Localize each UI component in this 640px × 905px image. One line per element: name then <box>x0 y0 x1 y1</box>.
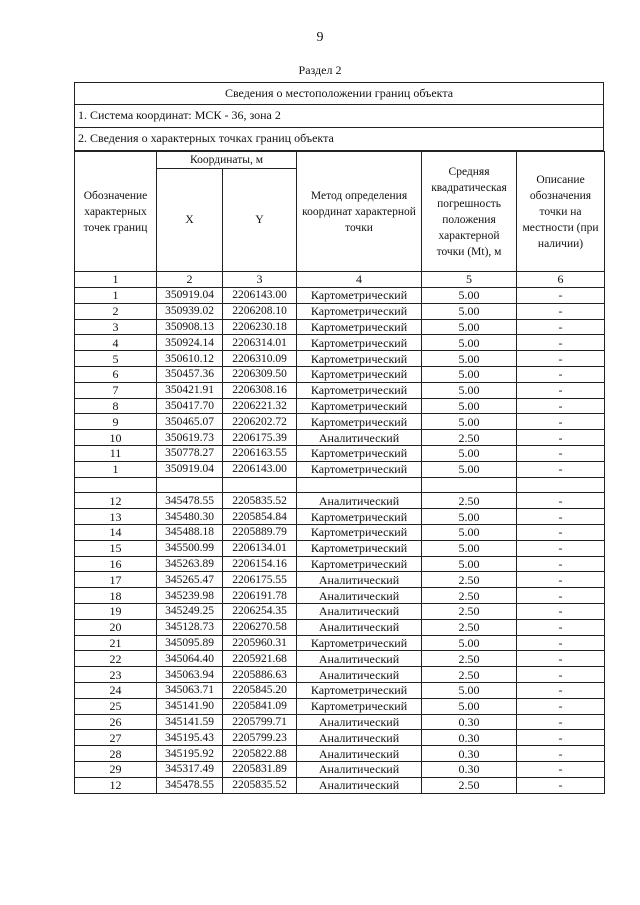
error-cell: 2.50 <box>422 603 517 619</box>
table-row <box>75 540 605 556</box>
point-id-cell: 15 <box>75 540 157 556</box>
points-info: 2. Сведения о характерных точках границ объекта <box>74 128 604 151</box>
y-cell: 2206191.78 <box>223 588 297 604</box>
y-cell: 2205854.84 <box>223 509 297 525</box>
column-number: 2 <box>157 272 223 288</box>
y-cell: 2205841.09 <box>223 698 297 714</box>
error-cell: 2.50 <box>422 493 517 509</box>
y-cell: 2206175.39 <box>223 430 297 446</box>
method-cell: Аналитический <box>297 572 422 588</box>
x-cell: 345195.92 <box>157 746 223 762</box>
y-cell: 2206308.16 <box>223 382 297 398</box>
y-cell: 2206309.50 <box>223 366 297 382</box>
table-row <box>75 477 605 493</box>
y-cell: 2206314.01 <box>223 335 297 351</box>
description-cell: - <box>517 619 605 635</box>
x-cell: 350457.36 <box>157 366 223 382</box>
x-cell: 350908.13 <box>157 319 223 335</box>
method-cell: Аналитический <box>297 619 422 635</box>
table-row <box>75 366 605 382</box>
x-cell: 345500.99 <box>157 540 223 556</box>
y-cell: 2206134.01 <box>223 540 297 556</box>
table-row <box>75 335 605 351</box>
table-row <box>75 603 605 619</box>
description-cell: - <box>517 635 605 651</box>
point-id-cell: 18 <box>75 588 157 604</box>
description-cell: - <box>517 588 605 604</box>
point-id-cell: 23 <box>75 667 157 683</box>
description-cell: - <box>517 288 605 304</box>
table-row <box>75 382 605 398</box>
method-cell: Картометрический <box>297 398 422 414</box>
point-id-cell: 14 <box>75 524 157 540</box>
x-cell: 345488.18 <box>157 524 223 540</box>
description-cell: - <box>517 746 605 762</box>
description-cell: - <box>517 461 605 477</box>
point-id-cell: 5 <box>75 351 157 367</box>
description-cell: - <box>517 651 605 667</box>
x-cell: 345317.49 <box>157 761 223 777</box>
description-cell: - <box>517 524 605 540</box>
column-number: 5 <box>422 272 517 288</box>
method-cell: Аналитический <box>297 430 422 446</box>
y-cell: 2206163.55 <box>223 445 297 461</box>
error-cell: 0.30 <box>422 746 517 762</box>
page-number: 9 <box>316 30 324 45</box>
error-cell: 0.30 <box>422 714 517 730</box>
x-cell: 350465.07 <box>157 414 223 430</box>
table-row <box>75 430 605 446</box>
table-row <box>75 635 605 651</box>
description-cell: - <box>517 556 605 572</box>
table-row <box>75 351 605 367</box>
y-cell: 2205845.20 <box>223 682 297 698</box>
y-cell: 2205960.31 <box>223 635 297 651</box>
x-cell: 345478.55 <box>157 493 223 509</box>
y-cell: 2205799.71 <box>223 714 297 730</box>
table-row <box>75 319 605 335</box>
method-cell: Картометрический <box>297 445 422 461</box>
x-cell: 350778.27 <box>157 445 223 461</box>
error-cell: 5.00 <box>422 366 517 382</box>
error-cell: 5.00 <box>422 303 517 319</box>
method-cell: Картометрический <box>297 351 422 367</box>
y-cell: 2206143.00 <box>223 288 297 304</box>
description-cell: - <box>517 730 605 746</box>
method-cell: Картометрический <box>297 414 422 430</box>
description-cell: - <box>517 714 605 730</box>
point-id-cell <box>75 477 157 493</box>
x-cell: 345239.98 <box>157 588 223 604</box>
point-id-cell: 8 <box>75 398 157 414</box>
point-id-cell: 3 <box>75 319 157 335</box>
point-id-cell: 20 <box>75 619 157 635</box>
point-id-cell: 22 <box>75 651 157 667</box>
y-cell: 2205886.63 <box>223 667 297 683</box>
method-cell: Картометрический <box>297 382 422 398</box>
method-cell: Аналитический <box>297 588 422 604</box>
error-cell: 2.50 <box>422 572 517 588</box>
error-cell: 0.30 <box>422 761 517 777</box>
error-cell: 2.50 <box>422 619 517 635</box>
table-row <box>75 524 605 540</box>
y-cell: 2205835.52 <box>223 493 297 509</box>
table-row <box>75 461 605 477</box>
error-cell: 0.30 <box>422 730 517 746</box>
error-cell: 2.50 <box>422 651 517 667</box>
method-cell <box>297 477 422 493</box>
point-id-cell: 4 <box>75 335 157 351</box>
error-cell: 5.00 <box>422 382 517 398</box>
error-cell: 2.50 <box>422 430 517 446</box>
table-row <box>75 761 605 777</box>
x-cell: 345095.89 <box>157 635 223 651</box>
method-cell: Картометрический <box>297 288 422 304</box>
description-cell: - <box>517 667 605 683</box>
y-cell: 2206230.18 <box>223 319 297 335</box>
boundary-points-table <box>74 151 605 794</box>
description-cell: - <box>517 303 605 319</box>
x-cell: 350924.14 <box>157 335 223 351</box>
point-id-cell: 21 <box>75 635 157 651</box>
y-cell: 2206143.00 <box>223 461 297 477</box>
description-cell: - <box>517 777 605 793</box>
y-cell: 2206175.55 <box>223 572 297 588</box>
method-cell: Аналитический <box>297 667 422 683</box>
table-row <box>75 445 605 461</box>
description-cell: - <box>517 572 605 588</box>
y-cell: 2206270.58 <box>223 619 297 635</box>
error-cell: 2.50 <box>422 588 517 604</box>
x-cell: 350919.04 <box>157 461 223 477</box>
x-cell: 345265.47 <box>157 572 223 588</box>
description-cell: - <box>517 335 605 351</box>
y-cell: 2205921.68 <box>223 651 297 667</box>
y-cell: 2206310.09 <box>223 351 297 367</box>
method-cell: Аналитический <box>297 730 422 746</box>
y-cell: 2205822.88 <box>223 746 297 762</box>
method-cell: Картометрический <box>297 461 422 477</box>
method-cell: Аналитический <box>297 746 422 762</box>
description-cell: - <box>517 382 605 398</box>
method-cell: Картометрический <box>297 366 422 382</box>
point-id-cell: 9 <box>75 414 157 430</box>
coordinate-system: 1. Система координат: МСК - 36, зона 2 <box>74 105 604 128</box>
column-number: 3 <box>223 272 297 288</box>
header-y: Y <box>223 169 297 272</box>
x-cell: 350619.73 <box>157 430 223 446</box>
y-cell: 2205831.89 <box>223 761 297 777</box>
y-cell: 2206221.32 <box>223 398 297 414</box>
y-cell: 2205799.23 <box>223 730 297 746</box>
error-cell: 5.00 <box>422 682 517 698</box>
x-cell: 345063.71 <box>157 682 223 698</box>
error-cell: 5.00 <box>422 540 517 556</box>
error-cell: 5.00 <box>422 351 517 367</box>
table-row <box>75 682 605 698</box>
point-id-cell: 29 <box>75 761 157 777</box>
point-id-cell: 27 <box>75 730 157 746</box>
x-cell: 345063.94 <box>157 667 223 683</box>
method-cell: Картометрический <box>297 303 422 319</box>
description-cell: - <box>517 351 605 367</box>
table-row <box>75 698 605 714</box>
x-cell: 345263.89 <box>157 556 223 572</box>
point-id-cell: 11 <box>75 445 157 461</box>
point-id-cell: 16 <box>75 556 157 572</box>
x-cell: 345478.55 <box>157 777 223 793</box>
table-row <box>75 714 605 730</box>
method-cell: Аналитический <box>297 761 422 777</box>
error-cell: 5.00 <box>422 556 517 572</box>
point-id-cell: 1 <box>75 461 157 477</box>
method-cell: Картометрический <box>297 556 422 572</box>
table-row <box>75 667 605 683</box>
error-cell: 5.00 <box>422 335 517 351</box>
x-cell: 345249.25 <box>157 603 223 619</box>
x-cell <box>157 477 223 493</box>
x-cell: 350421.91 <box>157 382 223 398</box>
point-id-cell: 19 <box>75 603 157 619</box>
y-cell: 2206208.10 <box>223 303 297 319</box>
table-row <box>75 493 605 509</box>
header-designation: Обозначение характерных точек границ <box>75 152 157 272</box>
y-cell: 2206202.72 <box>223 414 297 430</box>
point-id-cell: 12 <box>75 493 157 509</box>
x-cell: 345195.43 <box>157 730 223 746</box>
table-row <box>75 398 605 414</box>
description-cell: - <box>517 414 605 430</box>
table-row <box>75 556 605 572</box>
y-cell: 2206254.35 <box>223 603 297 619</box>
x-cell: 345141.59 <box>157 714 223 730</box>
table-row <box>75 588 605 604</box>
method-cell: Картометрический <box>297 509 422 525</box>
table-row <box>75 572 605 588</box>
error-cell: 5.00 <box>422 414 517 430</box>
y-cell: 2205835.52 <box>223 777 297 793</box>
description-cell: - <box>517 493 605 509</box>
point-id-cell: 17 <box>75 572 157 588</box>
column-number: 4 <box>297 272 422 288</box>
method-cell: Картометрический <box>297 335 422 351</box>
header-coordinates: Координаты, м <box>157 152 297 169</box>
header-method: Метод определения координат характерной точки <box>297 152 422 272</box>
error-cell: 5.00 <box>422 509 517 525</box>
table-row <box>75 777 605 793</box>
table-row <box>75 730 605 746</box>
description-cell: - <box>517 319 605 335</box>
column-number: 6 <box>517 272 605 288</box>
description-cell: - <box>517 698 605 714</box>
description-cell: - <box>517 398 605 414</box>
point-id-cell: 28 <box>75 746 157 762</box>
table-row <box>75 619 605 635</box>
x-cell: 345480.30 <box>157 509 223 525</box>
method-cell: Картометрический <box>297 635 422 651</box>
method-cell: Картометрический <box>297 698 422 714</box>
error-cell: 5.00 <box>422 319 517 335</box>
error-cell: 5.00 <box>422 635 517 651</box>
x-cell: 345141.90 <box>157 698 223 714</box>
error-cell: 5.00 <box>422 698 517 714</box>
x-cell: 345064.40 <box>157 651 223 667</box>
point-id-cell: 24 <box>75 682 157 698</box>
x-cell: 350939.02 <box>157 303 223 319</box>
method-cell: Аналитический <box>297 651 422 667</box>
table-row <box>75 509 605 525</box>
method-cell: Аналитический <box>297 777 422 793</box>
method-cell: Картометрический <box>297 682 422 698</box>
point-id-cell: 2 <box>75 303 157 319</box>
table-row <box>75 288 605 304</box>
error-cell: 5.00 <box>422 445 517 461</box>
error-cell: 5.00 <box>422 398 517 414</box>
point-id-cell: 6 <box>75 366 157 382</box>
table-body <box>75 288 605 794</box>
point-id-cell: 1 <box>75 288 157 304</box>
column-number-row <box>75 272 605 288</box>
x-cell: 350417.70 <box>157 398 223 414</box>
method-cell: Аналитический <box>297 714 422 730</box>
method-cell: Картометрический <box>297 540 422 556</box>
y-cell: 2205889.79 <box>223 524 297 540</box>
table-row <box>75 746 605 762</box>
x-cell: 350610.12 <box>157 351 223 367</box>
error-cell: 5.00 <box>422 461 517 477</box>
table-row <box>75 414 605 430</box>
method-cell: Картометрический <box>297 319 422 335</box>
description-cell <box>517 477 605 493</box>
description-cell: - <box>517 603 605 619</box>
point-id-cell: 13 <box>75 509 157 525</box>
point-id-cell: 25 <box>75 698 157 714</box>
description-cell: - <box>517 366 605 382</box>
description-cell: - <box>517 682 605 698</box>
header-x: X <box>157 169 223 272</box>
header-description: Описание обозначения точки на местности (при наличии) <box>517 152 605 272</box>
y-cell: 2206154.16 <box>223 556 297 572</box>
table-row <box>75 303 605 319</box>
table-title: Сведения о местоположении границ объекта <box>74 82 604 105</box>
method-cell: Картометрический <box>297 524 422 540</box>
error-cell: 5.00 <box>422 524 517 540</box>
x-cell: 350919.04 <box>157 288 223 304</box>
y-cell <box>223 477 297 493</box>
description-cell: - <box>517 430 605 446</box>
description-cell: - <box>517 761 605 777</box>
method-cell: Аналитический <box>297 493 422 509</box>
column-number: 1 <box>75 272 157 288</box>
description-cell: - <box>517 509 605 525</box>
point-id-cell: 10 <box>75 430 157 446</box>
method-cell: Аналитический <box>297 603 422 619</box>
section-label: Раздел 2 <box>298 63 342 77</box>
point-id-cell: 12 <box>75 777 157 793</box>
x-cell: 345128.73 <box>157 619 223 635</box>
point-id-cell: 7 <box>75 382 157 398</box>
table-row <box>75 651 605 667</box>
error-cell: 2.50 <box>422 667 517 683</box>
error-cell <box>422 477 517 493</box>
error-cell: 2.50 <box>422 777 517 793</box>
point-id-cell: 26 <box>75 714 157 730</box>
description-cell: - <box>517 540 605 556</box>
header-error: Средняя квадратическая погрешность положения характерной точки (Mt), м <box>422 152 517 272</box>
description-cell: - <box>517 445 605 461</box>
error-cell: 5.00 <box>422 288 517 304</box>
